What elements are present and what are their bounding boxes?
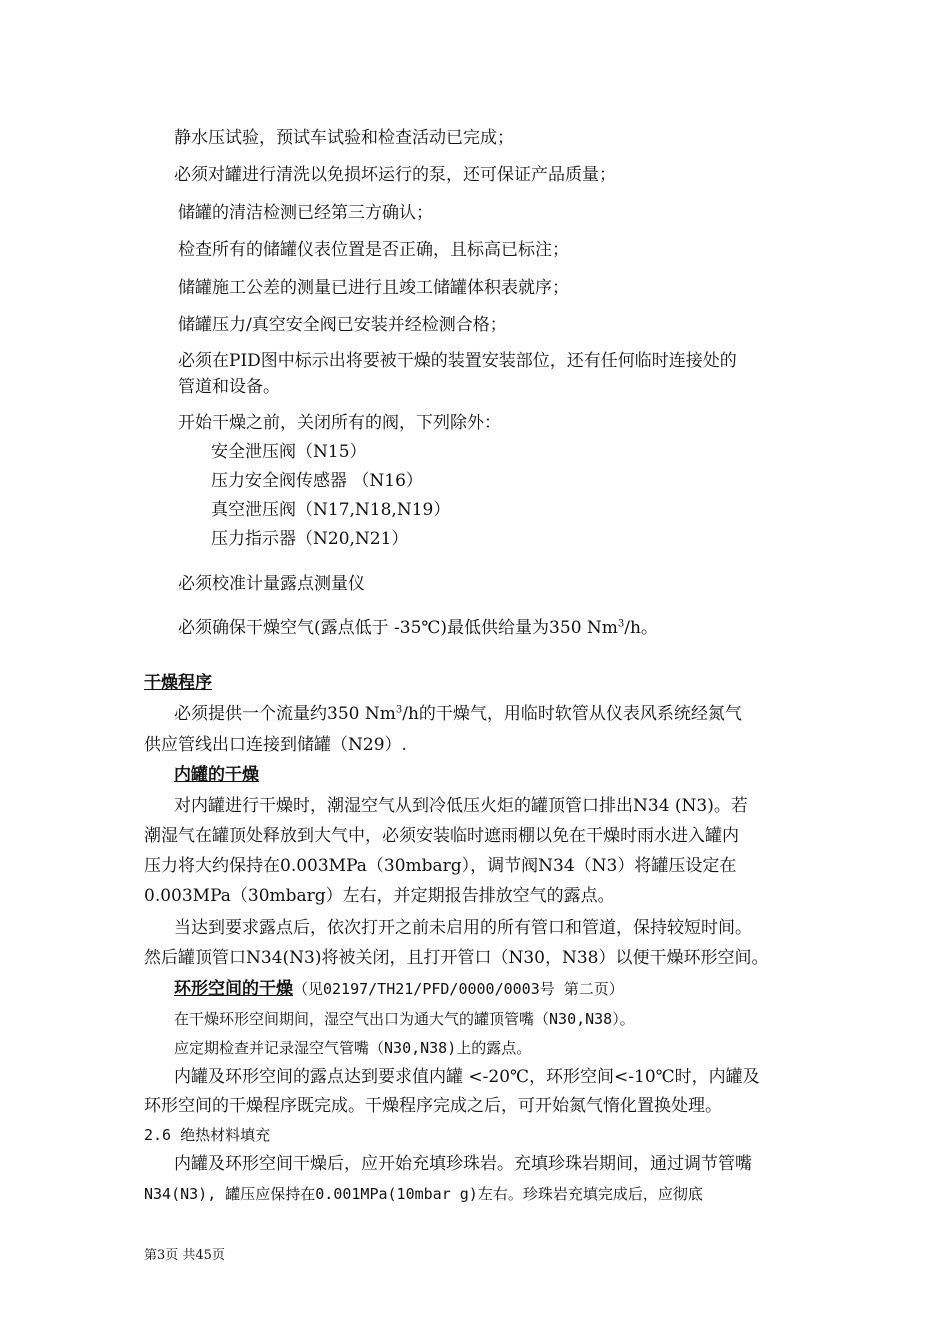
paragraph-line: 必须提供一个流量约350 Nm$^3$/h的干燥气，用临时软管从仪表风系统经氮气 [174,704,742,724]
paragraph-line: 环形空间的干燥程序既完成。干燥程序完成之后，可开始氮气惰化置换处理。 [144,1096,722,1116]
checklist-item: 管道和设备。 [178,377,280,397]
checklist-item: 检查所有的储罐仪表位置是否正确，且标高已标注； [178,240,569,260]
checklist-item: 静水压试验，预试车试验和检查活动已完成； [174,128,514,148]
checklist-item: 储罐的清洁检测已经第三方确认； [178,203,433,223]
valve-item: 压力指示器（N20,N21） [211,529,409,549]
section-title-insulation: 2.6 绝热材料填充 [144,1126,271,1144]
paragraph-line: 内罐及环形空间干燥后，应开始充填珍珠岩。充填珍珠岩期间，通过调节管嘴 [174,1154,752,1174]
dry-air-note: 必须确保干燥空气(露点低于 -35℃)最低供给量为350 Nm$^3$/h。 [178,618,658,638]
checklist-item: 必须对罐进行清洗以免损坏运行的泵，还可保证产品质量； [174,165,616,185]
section-reference: （见02197/TH21/PFD/0000/0003号 第二页） [293,980,624,998]
valve-item: 安全泄压阀（N15） [211,442,367,462]
paragraph-line: 0.003MPa（30mbarg）左右，并定期报告排放空气的露点。 [144,886,615,906]
paragraph-line: N34(N3), 罐压应保持在0.001MPa(10mbar g)左右。珍珠岩充填完成后，应彻底 [144,1185,703,1203]
checklist-item: 储罐施工公差的测量已进行且竣工储罐体积表就序； [178,278,569,298]
checklist-item: 开始干燥之前，关闭所有的阀，下列除外： [178,413,501,433]
paragraph-line: 压力将大约保持在0.003MPa（30mbarg），调节阀N34（N3）将罐压设定在 [144,856,737,876]
page-number-footer: 第3页 共45页 [144,1248,225,1263]
paragraph-line: 在干燥环形空间期间，湿空气出口为通大气的罐顶管嘴（N30,N38）。 [174,1010,635,1028]
paragraph-line: 潮湿气在罐顶处释放到大气中，必须安装临时遮雨棚以免在干燥时雨水进入罐内 [144,826,739,846]
calibrate-note: 必须校准计量露点测量仪 [178,574,365,594]
paragraph-line: 当达到要求露点后，依次打开之前未启用的所有管口和管道，保持较短时间。 [174,918,752,938]
paragraph-line: 对内罐进行干燥时，潮湿空气从到冷低压火炬的罐顶管口排出N34 (N3)。若 [174,796,748,816]
section-title-annular: 环形空间的干燥 [174,979,293,999]
section-title-inner-tank: 内罐的干燥 [174,765,259,785]
valve-item: 真空泄压阀（N17,N18,N19） [211,500,451,520]
section-title-drying: 干燥程序 [144,673,212,693]
paragraph-line: 供应管线出口连接到储罐（N29）. [144,735,407,755]
checklist-item: 储罐压力/真空安全阀已安装并经检测合格； [178,315,507,335]
paragraph-line: 然后罐顶管口N34(N3)将被关闭，且打开管口（N30，N38）以便干燥环形空间。 [144,948,769,968]
paragraph-line: 内罐及环形空间的露点达到要求值内罐 <-20℃，环形空间<-10℃时，内罐及 [174,1067,760,1087]
section-heading-annular [174,978,624,1000]
paragraph-line: 应定期检查并记录湿空气管嘴（N30,N38)上的露点。 [174,1039,532,1057]
valve-item: 压力安全阀传感器 （N16） [211,471,423,491]
checklist-item: 必须在PID图中标示出将要被干燥的装置安装部位，还有任何临时连接处的 [178,351,737,371]
